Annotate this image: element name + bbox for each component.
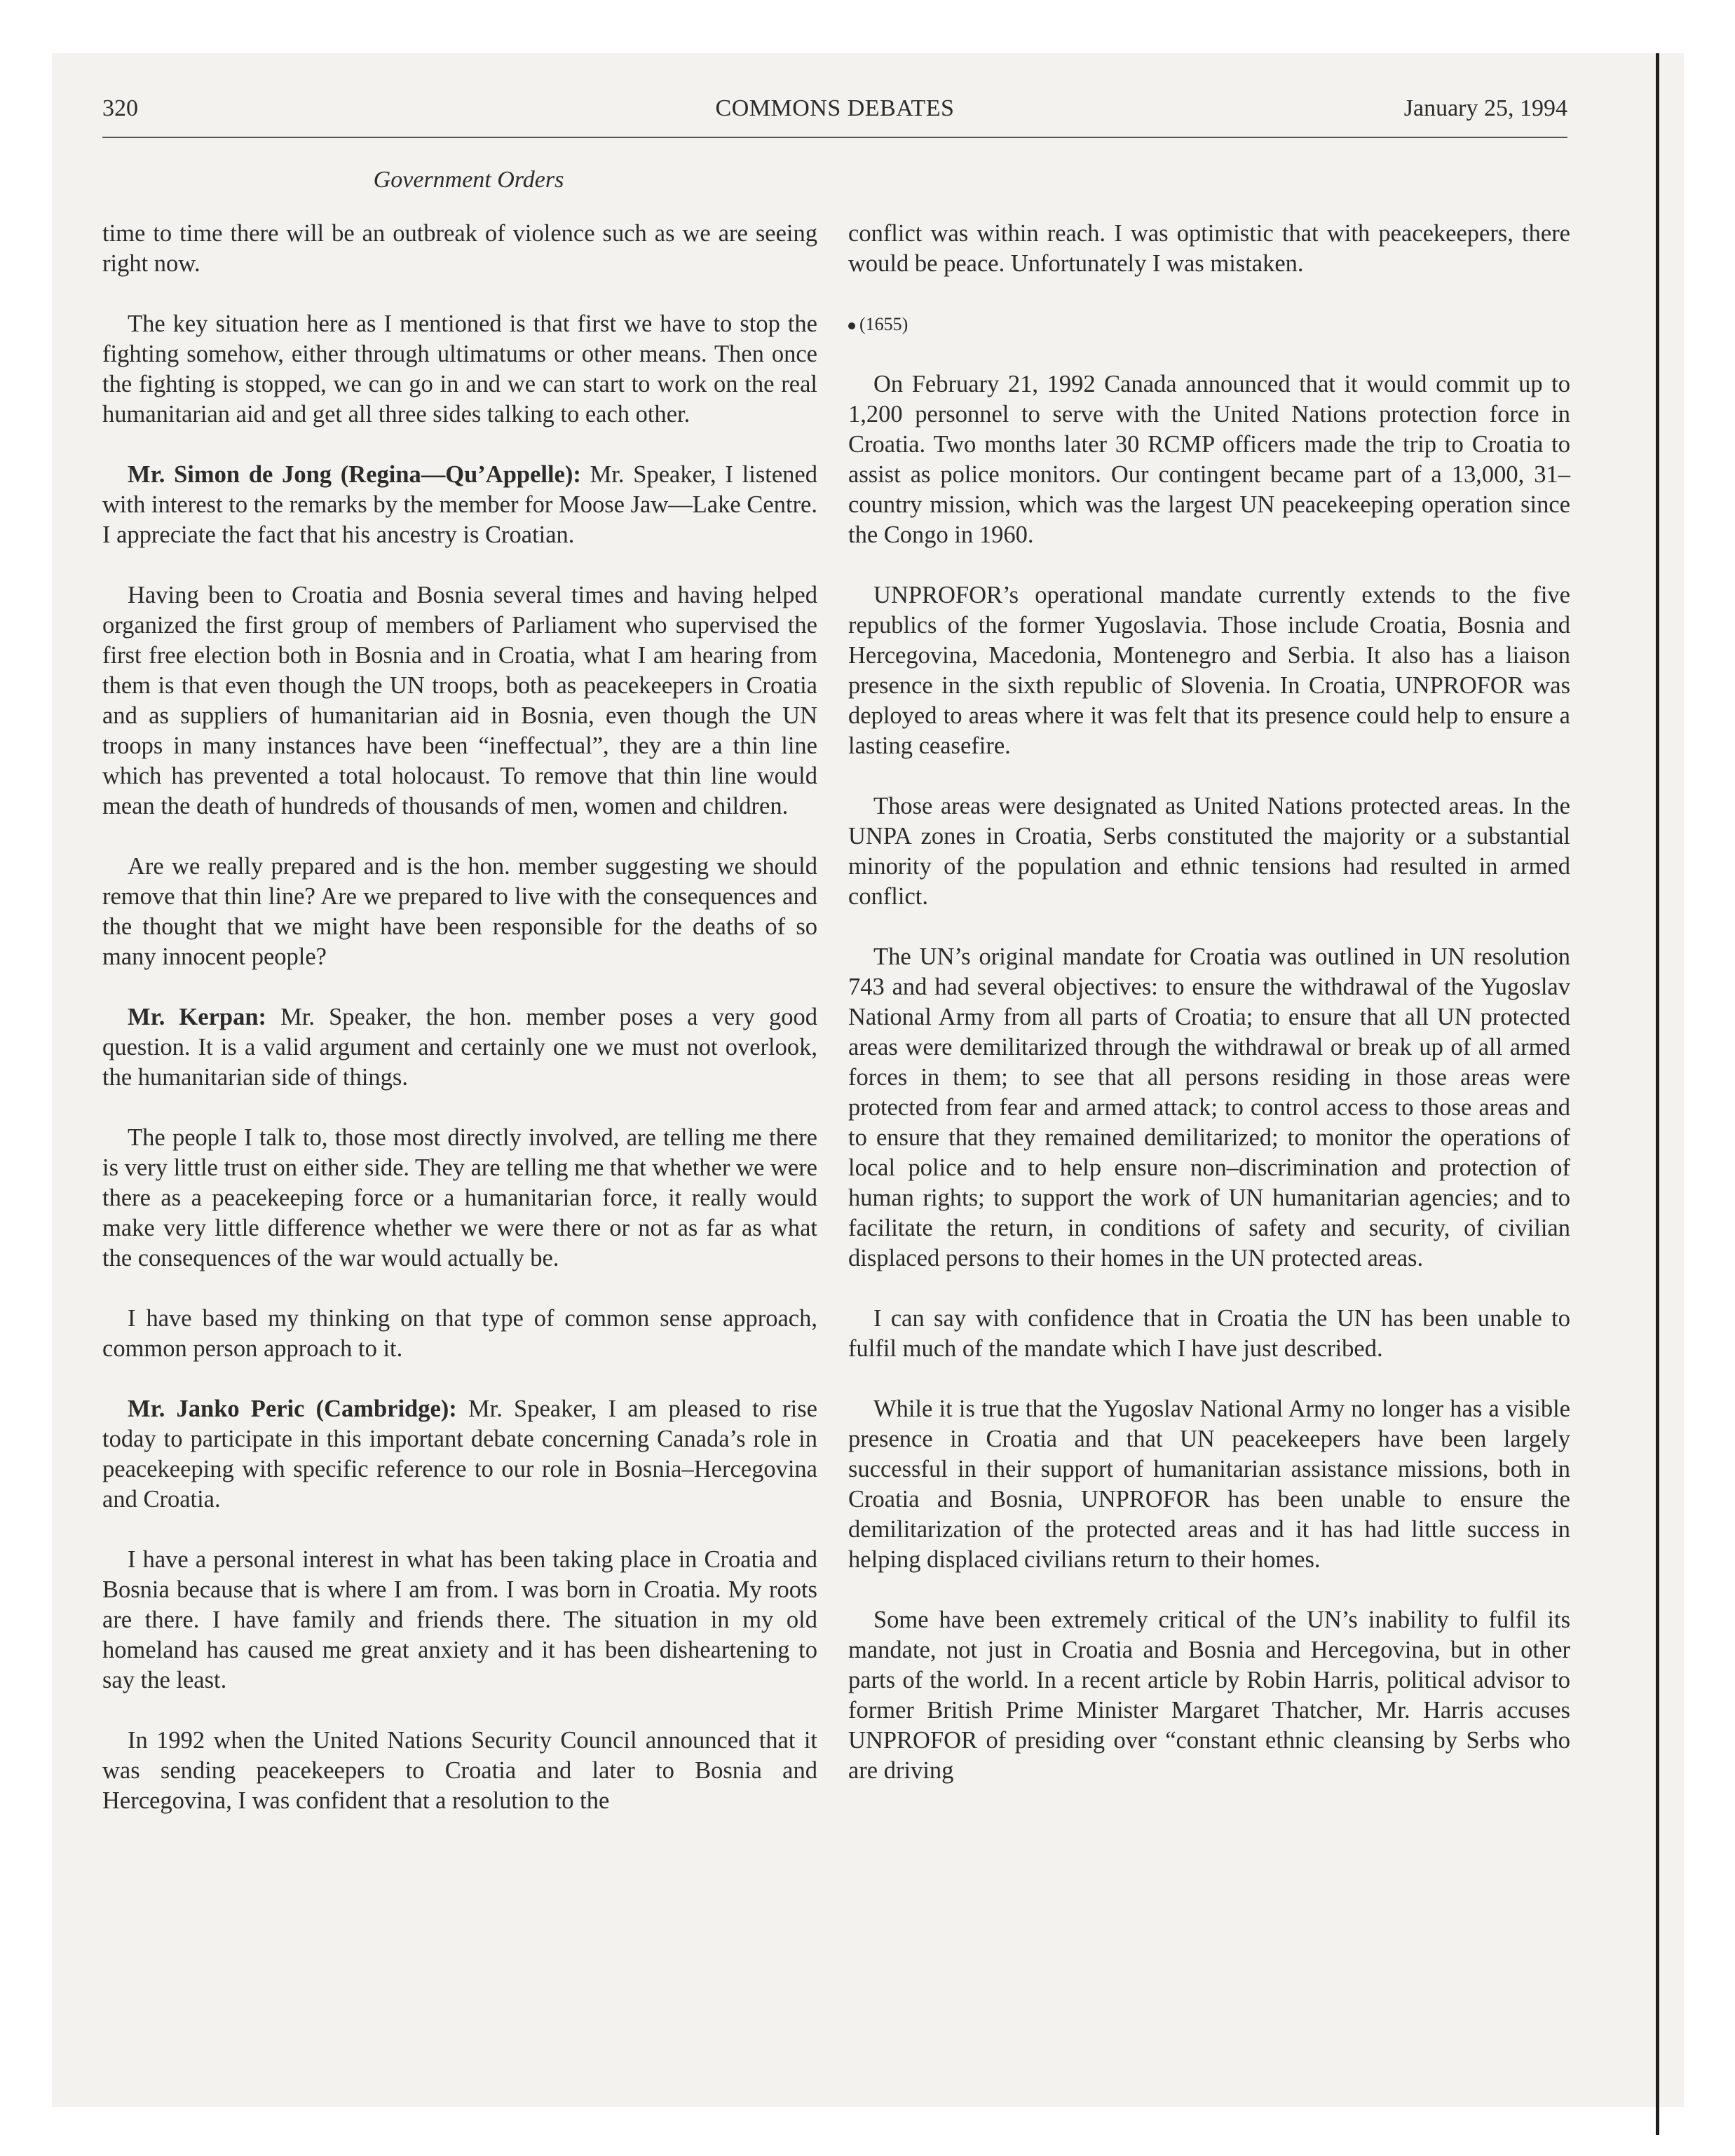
paragraph: UNPROFOR’s operational mandate currently extends to the five republics of the former Yugoslavia. Those include Croatia, Bosnia and Hercegovina, Macedonia, Montenegro and Serbia. It also has a liaison presence in the sixth republic of Slovenia. In Croatia, UNPROFOR was deployed to areas where it was felt that its presence could help to ensure a lasting ceasefire. [848, 582, 1570, 759]
paragraph: Having been to Croatia and Bosnia several times and having helped organized the first group of members of Parliament who supervised the first free election both in Bosnia and in Croatia, what I am hearing from them is that even though the UN troops, both as peacekeepers in Croatia and as suppliers of humanitarian aid in Bosnia, even though the UN troops in many instances have been “ineffectual”, they are a thin line which has prevented a total holocaust. To remove that thin line would mean the death of hundreds of thousands of men, women and children. [102, 582, 817, 819]
speech-paragraph [102, 1002, 817, 1093]
page-edge-rule [1656, 53, 1659, 2135]
paragraph: conflict was within reach. I was optimistic that with peacekeepers, there would be peace. Unfortunately I was mistaken. [848, 220, 1570, 277]
paragraph: time to time there will be an outbreak of violence such as we are seeing right now. [102, 220, 817, 277]
speech-text: Mr. Speaker, the hon. member poses a very good question. It is a valid argument and certainly one we must not overlook, the humanitarian side of things. [102, 1004, 817, 1091]
paragraph: I have a personal interest in what has been taking place in Croatia and Bosnia because that is where I am from. I was born in Croatia. My roots are there. I have family and friends there. The situation in my old homeland has caused me great anxiety and it has been disheartening to say the least. [102, 1546, 817, 1693]
paragraph: Those areas were designated as United Nations protected areas. In the UNPA zones in Croatia, Serbs constituted the majority or a substantial minority of the population and ethnic tensions had resulted in armed conflict. [848, 793, 1570, 910]
speech-paragraph [102, 1394, 817, 1515]
paragraph: The UN’s original mandate for Croatia was outlined in UN resolution 743 and had several objectives: to ensure the withdrawal of the Yugoslav National Army from all parts of Croatia; to ensure that all UN protected areas were demilitarized through the withdrawal or break up of all armed forces in them; to see that all persons residing in those areas were protected from fear and armed attack; to control access to those areas and to ensure that they remained demilitarized; to monitor the operations of local police and to help ensure non–discrimination and protection of human rights; to support the work of UN humanitarian agencies; and to facilitate the return, in conditions of safety and security, of civilian displaced persons to their homes in the UN protected areas. [848, 943, 1570, 1271]
time-marker-text: (1655) [859, 314, 909, 334]
time-marker [848, 309, 1570, 339]
paragraph: I can say with confidence that in Croatia the UN has been unable to fulfil much of the mandate which I have just described. [848, 1305, 1570, 1362]
left-column [102, 219, 817, 1846]
speaker-name: Mr. Janko Peric (Cambridge): [128, 1396, 457, 1422]
paragraph: Are we really prepared and is the hon. member suggesting we should remove that thin line? Are we prepared to live with the consequences and the thought that we might have been responsible for the deaths of so many innocent people? [102, 853, 817, 970]
speech-text: Mr. Speaker, I listened with interest to the remarks by the member for Moose Jaw—Lake Centre. I appreciate the fact that his ancestry is Croatian. [102, 461, 817, 548]
speech-paragraph [102, 460, 817, 550]
paragraph: While it is true that the Yugoslav National Army no longer has a visible presence in Croatia and that UN peacekeepers have been largely successful in their support of humanitarian assistance missions, both in Croatia and Bosnia, UNPROFOR has been unable to ensure the demilitarization of the protected areas and it has had little success in helping displaced civilians return to their homes. [848, 1396, 1570, 1573]
paragraph: On February 21, 1992 Canada announced that it would commit up to 1,200 personnel to serve with the United Nations protection force in Croatia. Two months later 30 RCMP officers made the trip to Croatia to assist as police monitors. Our contingent became part of a 13,000, 31–country mission, which was the largest UN peacekeeping operation since the Congo in 1960. [848, 371, 1570, 548]
paragraph: The key situation here as I mentioned is that first we have to stop the fighting somehow, either through ultimatums or other means. Then once the fighting is stopped, we can go in and we can start to work on the real humanitarian aid and get all three sides talking to each other. [102, 311, 817, 428]
publication-date: January 25, 1994 [1403, 95, 1567, 121]
right-column [848, 219, 1570, 1816]
paragraph: The people I talk to, those most directly involved, are telling me there is very little trust on either side. They are telling me that whether we were there as a peacekeeping force or a humanitarian force, it really would make very little difference whether we were there or not as far as what the consequences of the war would actually be. [102, 1124, 817, 1271]
publication-title: COMMONS DEBATES [715, 95, 955, 121]
speaker-name: Mr. Kerpan: [128, 1004, 267, 1030]
bullet-icon [848, 322, 855, 329]
speech-text: Mr. Speaker, I am pleased to rise today to participate in this important debate concerning Canada’s role in peacekeeping with specific reference to our role in Bosnia–Hercegovina and Croatia. [102, 1396, 818, 1513]
page-header [102, 95, 1567, 130]
paragraph: In 1992 when the United Nations Security Council announced that it was sending peacekeepers to Croatia and later to Bosnia and Hercegovina, I was confident that a resolution to the [102, 1727, 817, 1814]
paragraph: I have based my thinking on that type of common sense approach, common person approach to it. [102, 1305, 817, 1362]
speaker-name: Mr. Simon de Jong (Regina—Qu’Appelle): [128, 461, 581, 488]
header-rule [102, 137, 1567, 138]
page-number: 320 [102, 95, 138, 121]
paragraph: Some have been extremely critical of the UN’s inability to fulfil its mandate, not just in Croatia and Bosnia and Hercegovina, but in other parts of the world. In a recent article by Robin Harris, political advisor to former British Prime Minister Margaret Thatcher, Mr. Harris accuses UNPROFOR of presiding over “constant ethnic cleansing by Serbs who are driving [848, 1606, 1570, 1784]
section-heading: Government Orders [373, 167, 564, 193]
